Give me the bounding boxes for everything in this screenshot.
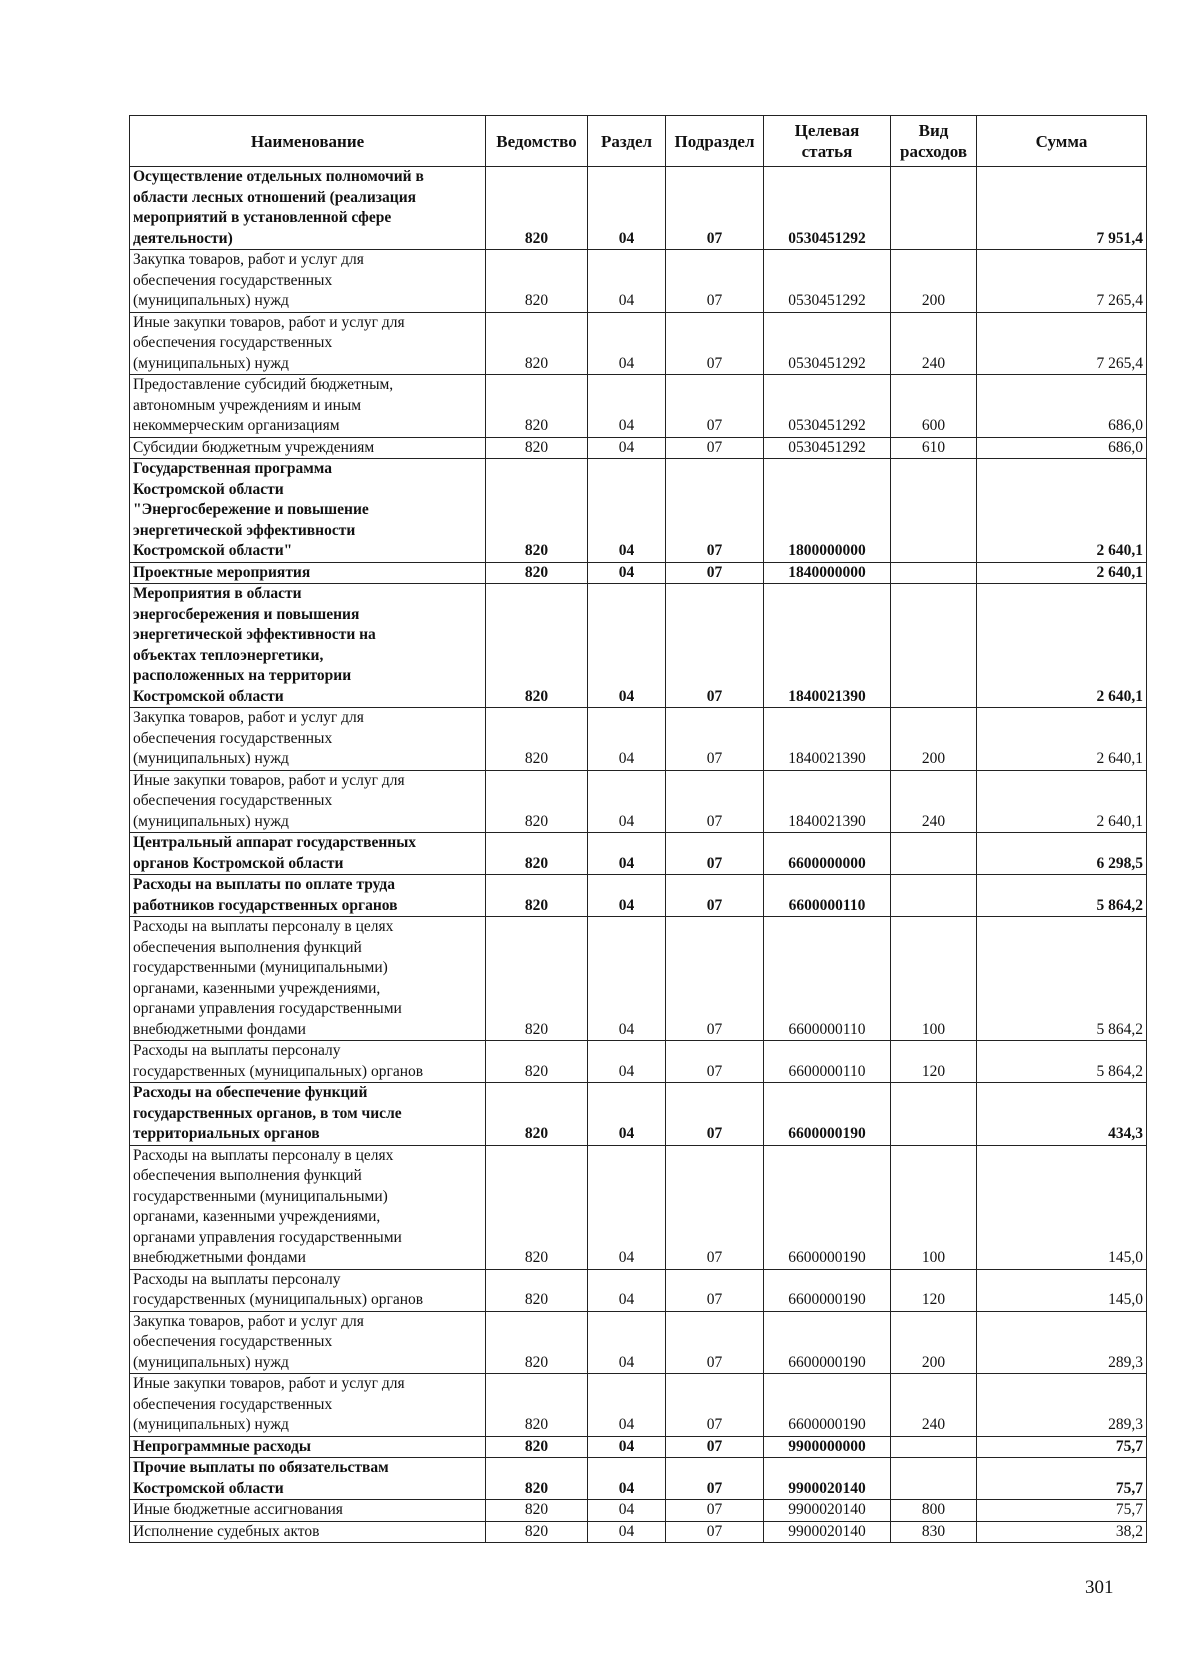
cell-razdel: 04: [588, 167, 666, 250]
header-row: [130, 116, 1147, 167]
cell-razdel: 04: [588, 375, 666, 438]
cell-podrazdel: 07: [666, 437, 764, 459]
cell-name: Расходы на выплаты персоналу в целях обеспечения выполнения функций государственными (муниципальными) органами, казенными учреждениями, органами управления государственными внебюджетными фондами: [130, 1145, 486, 1269]
cell-vid-raskhodov: 830: [891, 1521, 977, 1543]
cell-podrazdel: 07: [666, 1521, 764, 1543]
cell-razdel: 04: [588, 770, 666, 833]
cell-vedomstvo: 820: [486, 875, 588, 917]
cell-vedomstvo: 820: [486, 1145, 588, 1269]
table-row: [130, 584, 1147, 708]
table-row: [130, 1500, 1147, 1522]
cell-podrazdel: 07: [666, 1374, 764, 1437]
table-row: [130, 167, 1147, 250]
header-razdel: Раздел: [588, 116, 666, 167]
cell-vid-raskhodov: [891, 1083, 977, 1146]
cell-tselevaya-statya: 6600000190: [764, 1083, 891, 1146]
table-row: [130, 1311, 1147, 1374]
cell-podrazdel: 07: [666, 1145, 764, 1269]
cell-tselevaya-statya: 0530451292: [764, 167, 891, 250]
cell-name: Центральный аппарат государственных органов Костромской области: [130, 833, 486, 875]
cell-summa: 5 864,2: [977, 917, 1147, 1041]
table-row: [130, 250, 1147, 313]
cell-razdel: 04: [588, 312, 666, 375]
cell-podrazdel: 07: [666, 459, 764, 563]
cell-summa: 2 640,1: [977, 770, 1147, 833]
table-row: [130, 562, 1147, 584]
cell-summa: 289,3: [977, 1311, 1147, 1374]
cell-vedomstvo: 820: [486, 1311, 588, 1374]
cell-summa: 38,2: [977, 1521, 1147, 1543]
cell-tselevaya-statya: 6600000110: [764, 917, 891, 1041]
page-number: 301: [1085, 1577, 1114, 1598]
cell-name: Расходы на выплаты персоналу в целях обеспечения выполнения функций государственными (муниципальными) органами, казенными учреждениями, органами управления государственными внебюджетными фондами: [130, 917, 486, 1041]
cell-summa: 5 864,2: [977, 1041, 1147, 1083]
cell-vedomstvo: 820: [486, 459, 588, 563]
cell-razdel: 04: [588, 1269, 666, 1311]
cell-summa: 7 265,4: [977, 312, 1147, 375]
cell-tselevaya-statya: 0530451292: [764, 312, 891, 375]
cell-razdel: 04: [588, 1521, 666, 1543]
cell-vedomstvo: 820: [486, 250, 588, 313]
cell-tselevaya-statya: 6600000110: [764, 1041, 891, 1083]
cell-podrazdel: 07: [666, 250, 764, 313]
cell-vid-raskhodov: 100: [891, 1145, 977, 1269]
cell-name: Расходы на выплаты по оплате труда работников государственных органов: [130, 875, 486, 917]
cell-name: Предоставление субсидий бюджетным, автономным учреждениям и иным некоммерческим организациям: [130, 375, 486, 438]
cell-razdel: 04: [588, 1083, 666, 1146]
cell-vid-raskhodov: [891, 1458, 977, 1500]
table-row: [130, 1374, 1147, 1437]
cell-summa: 2 640,1: [977, 459, 1147, 563]
header-summa: Сумма: [977, 116, 1147, 167]
cell-summa: 434,3: [977, 1083, 1147, 1146]
cell-tselevaya-statya: 6600000190: [764, 1269, 891, 1311]
table-row: [130, 1041, 1147, 1083]
header-vedomstvo: Ведомство: [486, 116, 588, 167]
cell-vid-raskhodov: [891, 833, 977, 875]
cell-razdel: 04: [588, 1041, 666, 1083]
table-row: [130, 375, 1147, 438]
cell-name: Субсидии бюджетным учреждениям: [130, 437, 486, 459]
cell-tselevaya-statya: 1840021390: [764, 770, 891, 833]
table-row: [130, 1269, 1147, 1311]
cell-name: Расходы на обеспечение функций государственных органов, в том числе территориальных органов: [130, 1083, 486, 1146]
cell-vedomstvo: 820: [486, 312, 588, 375]
cell-razdel: 04: [588, 437, 666, 459]
cell-podrazdel: 07: [666, 770, 764, 833]
cell-tselevaya-statya: 0530451292: [764, 250, 891, 313]
cell-summa: 6 298,5: [977, 833, 1147, 875]
cell-razdel: 04: [588, 1311, 666, 1374]
cell-podrazdel: 07: [666, 708, 764, 771]
cell-name: Прочие выплаты по обязательствам Костромской области: [130, 1458, 486, 1500]
cell-tselevaya-statya: 0530451292: [764, 375, 891, 438]
cell-podrazdel: 07: [666, 833, 764, 875]
cell-tselevaya-statya: 6600000190: [764, 1311, 891, 1374]
table-body: [130, 167, 1147, 1543]
cell-vedomstvo: 820: [486, 375, 588, 438]
cell-vid-raskhodov: 600: [891, 375, 977, 438]
cell-tselevaya-statya: 1840021390: [764, 708, 891, 771]
cell-vedomstvo: 820: [486, 584, 588, 708]
cell-summa: 75,7: [977, 1500, 1147, 1522]
cell-vid-raskhodov: 120: [891, 1269, 977, 1311]
cell-vedomstvo: 820: [486, 1269, 588, 1311]
cell-razdel: 04: [588, 1500, 666, 1522]
table-row: [130, 1436, 1147, 1458]
cell-razdel: 04: [588, 833, 666, 875]
cell-name: Закупка товаров, работ и услуг для обеспечения государственных (муниципальных) нужд: [130, 1311, 486, 1374]
cell-vid-raskhodov: 200: [891, 250, 977, 313]
cell-podrazdel: 07: [666, 1311, 764, 1374]
cell-tselevaya-statya: 0530451292: [764, 437, 891, 459]
header-vid-raskhodov: Вид расходов: [891, 116, 977, 167]
cell-name: Иные бюджетные ассигнования: [130, 1500, 486, 1522]
cell-razdel: 04: [588, 459, 666, 563]
cell-podrazdel: 07: [666, 1436, 764, 1458]
cell-podrazdel: 07: [666, 1083, 764, 1146]
table-row: [130, 459, 1147, 563]
cell-summa: 686,0: [977, 375, 1147, 438]
cell-vedomstvo: 820: [486, 1436, 588, 1458]
table-row: [130, 770, 1147, 833]
header-name: Наименование: [130, 116, 486, 167]
cell-name: Государственная программа Костромской области "Энергосбережение и повышение энергетической эффективности Костромской области": [130, 459, 486, 563]
cell-vid-raskhodov: [891, 875, 977, 917]
cell-name: Мероприятия в области энергосбережения и повышения энергетической эффективности на объектах теплоэнергетики, расположенных на территории Костромской области: [130, 584, 486, 708]
cell-vedomstvo: 820: [486, 1041, 588, 1083]
budget-table: [129, 115, 1147, 1543]
cell-vedomstvo: 820: [486, 437, 588, 459]
cell-name: Закупка товаров, работ и услуг для обеспечения государственных (муниципальных) нужд: [130, 250, 486, 313]
cell-vid-raskhodov: [891, 167, 977, 250]
table-row: [130, 1458, 1147, 1500]
cell-vedomstvo: 820: [486, 708, 588, 771]
cell-vedomstvo: 820: [486, 1521, 588, 1543]
cell-vedomstvo: 820: [486, 167, 588, 250]
cell-razdel: 04: [588, 584, 666, 708]
cell-tselevaya-statya: 1840000000: [764, 562, 891, 584]
cell-tselevaya-statya: 9900020140: [764, 1521, 891, 1543]
cell-razdel: 04: [588, 1436, 666, 1458]
cell-razdel: 04: [588, 562, 666, 584]
cell-name: Иные закупки товаров, работ и услуг для обеспечения государственных (муниципальных) нужд: [130, 1374, 486, 1437]
cell-name: Закупка товаров, работ и услуг для обеспечения государственных (муниципальных) нужд: [130, 708, 486, 771]
cell-podrazdel: 07: [666, 917, 764, 1041]
cell-podrazdel: 07: [666, 375, 764, 438]
cell-name: Расходы на выплаты персоналу государственных (муниципальных) органов: [130, 1041, 486, 1083]
cell-summa: 7 265,4: [977, 250, 1147, 313]
cell-razdel: 04: [588, 917, 666, 1041]
cell-razdel: 04: [588, 250, 666, 313]
cell-vedomstvo: 820: [486, 562, 588, 584]
table-row: [130, 917, 1147, 1041]
cell-tselevaya-statya: 9900020140: [764, 1500, 891, 1522]
cell-razdel: 04: [588, 1145, 666, 1269]
cell-podrazdel: 07: [666, 875, 764, 917]
cell-podrazdel: 07: [666, 584, 764, 708]
cell-razdel: 04: [588, 875, 666, 917]
cell-razdel: 04: [588, 1374, 666, 1437]
table-row: [130, 833, 1147, 875]
cell-summa: 75,7: [977, 1436, 1147, 1458]
table-row: [130, 437, 1147, 459]
cell-tselevaya-statya: 6600000000: [764, 833, 891, 875]
cell-vid-raskhodov: 800: [891, 1500, 977, 1522]
header-tselevaya-statya: Целевая статья: [764, 116, 891, 167]
table-row: [130, 312, 1147, 375]
cell-vid-raskhodov: [891, 459, 977, 563]
cell-podrazdel: 07: [666, 167, 764, 250]
cell-tselevaya-statya: 9900020140: [764, 1458, 891, 1500]
cell-vedomstvo: 820: [486, 1374, 588, 1437]
cell-vid-raskhodov: 240: [891, 312, 977, 375]
cell-vid-raskhodov: [891, 584, 977, 708]
table-row: [130, 1145, 1147, 1269]
cell-razdel: 04: [588, 708, 666, 771]
cell-vedomstvo: 820: [486, 833, 588, 875]
cell-summa: 2 640,1: [977, 584, 1147, 708]
cell-vedomstvo: 820: [486, 1083, 588, 1146]
cell-podrazdel: 07: [666, 1458, 764, 1500]
cell-summa: 289,3: [977, 1374, 1147, 1437]
cell-tselevaya-statya: 6600000190: [764, 1145, 891, 1269]
cell-summa: 2 640,1: [977, 708, 1147, 771]
cell-vedomstvo: 820: [486, 1500, 588, 1522]
cell-vedomstvo: 820: [486, 1458, 588, 1500]
table-row: [130, 1521, 1147, 1543]
cell-vid-raskhodov: 240: [891, 1374, 977, 1437]
table-row: [130, 708, 1147, 771]
cell-tselevaya-statya: 6600000190: [764, 1374, 891, 1437]
cell-tselevaya-statya: 1840021390: [764, 584, 891, 708]
cell-podrazdel: 07: [666, 562, 764, 584]
header-podrazdel: Подраздел: [666, 116, 764, 167]
cell-name: Исполнение судебных актов: [130, 1521, 486, 1543]
cell-summa: 7 951,4: [977, 167, 1147, 250]
cell-podrazdel: 07: [666, 1041, 764, 1083]
cell-tselevaya-statya: 6600000110: [764, 875, 891, 917]
cell-vedomstvo: 820: [486, 917, 588, 1041]
cell-vid-raskhodov: 100: [891, 917, 977, 1041]
cell-vid-raskhodov: 610: [891, 437, 977, 459]
cell-podrazdel: 07: [666, 1500, 764, 1522]
cell-vid-raskhodov: 240: [891, 770, 977, 833]
cell-name: Проектные мероприятия: [130, 562, 486, 584]
cell-tselevaya-statya: 1800000000: [764, 459, 891, 563]
cell-vid-raskhodov: [891, 1436, 977, 1458]
cell-summa: 5 864,2: [977, 875, 1147, 917]
cell-tselevaya-statya: 9900000000: [764, 1436, 891, 1458]
cell-name: Расходы на выплаты персоналу государственных (муниципальных) органов: [130, 1269, 486, 1311]
cell-podrazdel: 07: [666, 1269, 764, 1311]
cell-vid-raskhodov: 200: [891, 1311, 977, 1374]
table-row: [130, 875, 1147, 917]
cell-summa: 145,0: [977, 1145, 1147, 1269]
table-row: [130, 1083, 1147, 1146]
cell-summa: 686,0: [977, 437, 1147, 459]
cell-vid-raskhodov: 120: [891, 1041, 977, 1083]
cell-podrazdel: 07: [666, 312, 764, 375]
cell-summa: 145,0: [977, 1269, 1147, 1311]
cell-name: Иные закупки товаров, работ и услуг для обеспечения государственных (муниципальных) нужд: [130, 770, 486, 833]
cell-razdel: 04: [588, 1458, 666, 1500]
cell-name: Непрограммные расходы: [130, 1436, 486, 1458]
cell-name: Иные закупки товаров, работ и услуг для обеспечения государственных (муниципальных) нужд: [130, 312, 486, 375]
cell-summa: 75,7: [977, 1458, 1147, 1500]
cell-name: Осуществление отдельных полномочий в области лесных отношений (реализация мероприятий в установленной сфере деятельности): [130, 167, 486, 250]
cell-summa: 2 640,1: [977, 562, 1147, 584]
cell-vedomstvo: 820: [486, 770, 588, 833]
cell-vid-raskhodov: 200: [891, 708, 977, 771]
cell-vid-raskhodov: [891, 562, 977, 584]
